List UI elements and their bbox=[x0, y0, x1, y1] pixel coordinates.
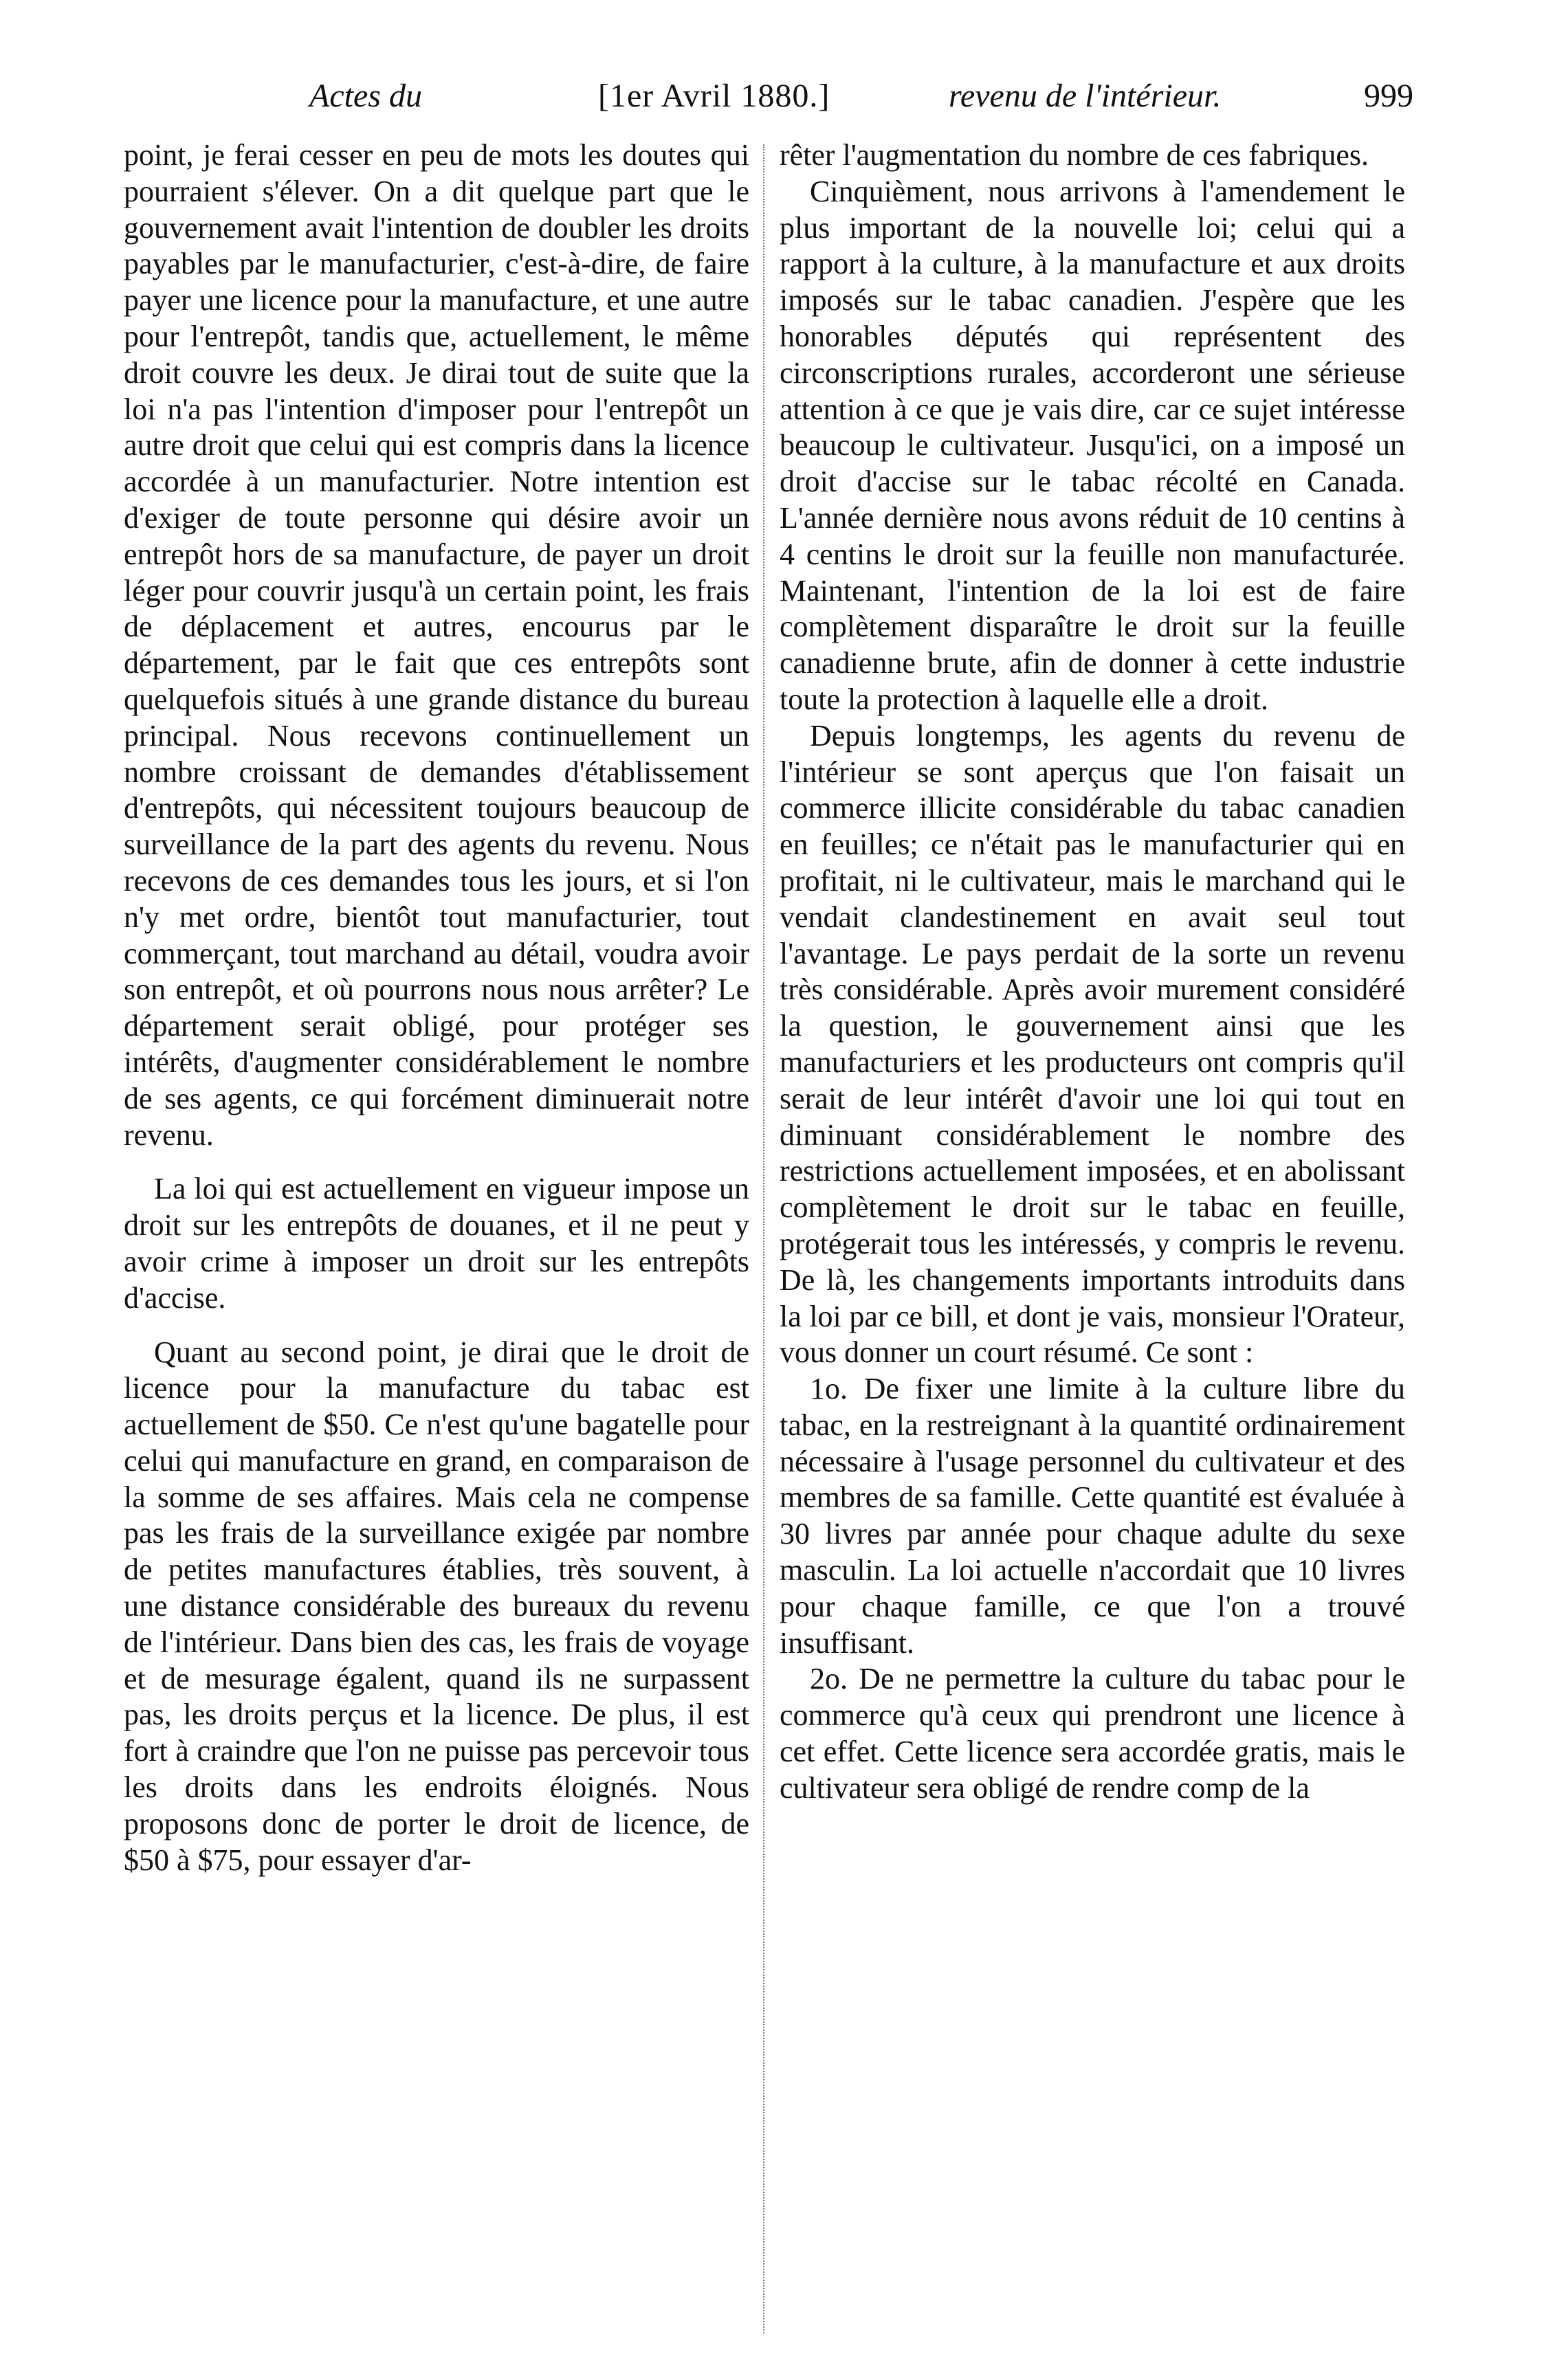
right-column bbox=[780, 137, 1405, 1807]
paragraph: point, je ferai cesser en peu de mots les doutes qui pourraient s'élever. On a dit quelque part que le gouvernement avait l'intention de doubler les droits payables par le manufacturier, c'est-à-dire, de faire payer une licence pour la manufacture, et une autre pour l'entrepôt, tandis que, actuellement, le même droit couvre les deux. Je dirai tout de suite que la loi n'a pas l'intention d'imposer pour l'entrepôt un autre droit que celui qui est compris dans la licence accordée à un manufacturier. Notre intention est d'exiger de toute personne qui désire avoir un entrepôt hors de sa manufacture, de payer un droit léger pour couvrir jusqu'à un certain point, les frais de déplacement et autres, encourus par le département, par le fait que ces entrepôts sont quelquefois situés à une grande distance du bureau principal. Nous recevons continuellement un nombre croissant de demandes d'établissement d'entrepôts, qui nécessitent toujours beaucoup de surveillance de la part des agents du revenu. Nous recevons de ces demandes tous les jours, et si l'on n'y met ordre, bientôt tout manufacturier, tout commerçant, tout marchand au détail, voudra avoir son entrepôt, et où pourrons nous nous arrêter? Le département serait obligé, pour protéger ses intérêts, d'augmenter considérablement le nombre de ses agents, ce qui forcément diminuerait notre revenu. bbox=[124, 138, 749, 1152]
running-header bbox=[110, 69, 1413, 124]
page-number: 999 bbox=[1364, 78, 1413, 114]
paragraph: 1o. De fixer une limite à la culture libre du tabac, en la restreignant à la quantité ordinairement nécessaire à l'usage personnel du cultivateur et des membres de sa famille. Cette quantité est évaluée à 30 livres par année pour chaque adulte du sexe masculin. La loi actuelle n'accordait que 10 livres pour chaque famille, ce que l'on a trouvé insuffisant. bbox=[780, 1372, 1405, 1660]
header-right-title: revenu de l'intérieur. bbox=[949, 78, 1222, 114]
header-date: [1er Avril 1880.] bbox=[598, 78, 830, 114]
left-column bbox=[124, 137, 749, 1878]
column-divider bbox=[763, 144, 764, 2333]
paragraph: rêter l'augmentation du nombre de ces fabriques. bbox=[780, 138, 1369, 172]
paragraph: Depuis longtemps, les agents du revenu de l'intérieur se sont aperçus que l'on faisait un commerce illicite considérable du tabac canadien en feuilles; ce n'était pas le manufacturier qui en profitait, ni le cultivateur, mais le marchand qui le vendait clandestinement en avait seul tout l'avantage. Le pays perdait de la sorte un revenu très considérable. Après avoir murement considéré la question, le gouvernement ainsi que les manufacturiers et les producteurs ont compris qu'il serait de leur intérêt d'avoir une loi qui tout en diminuant considérablement le nombre des restrictions actuellement imposées, et en abolissant complètement le droit sur le tabac en feuille, protégerait tous les intéressés, y compris le revenu. De là, les changements importants introduits dans la loi par ce bill, et dont je vais, monsieur l'Orateur, vous donner un court résumé. Ce sont : bbox=[780, 718, 1405, 1370]
paragraph: La loi qui est actuellement en vigueur impose un droit sur les entrepôts de douanes, et il ne peut y avoir crime à imposer un droit sur les entrepôts d'accise. bbox=[124, 1172, 749, 1315]
header-left-title: Actes du bbox=[309, 78, 422, 114]
paragraph: Quant au second point, je dirai que le droit de licence pour la manufacture du tabac est actuellement de $50. Ce n'est qu'une bagatelle pour celui qui manufacture en grand, en comparaison de la somme de ses affaires. Mais cela ne compense pas les frais de la surveillance exigée par nombre de petites manufactures établies, très souvent, à une distance considérable des bureaux du revenu de l'intérieur. Dans bien des cas, les frais de voyage et de mesurage égalent, quand ils ne surpassent pas, les droits perçus et la licence. De plus, il est fort à craindre que l'on ne puisse pas percevoir tous les droits dans les endroits éloignés. Nous proposons donc de porter le droit de licence, de $50 à $75, pour essayer d'ar- bbox=[124, 1335, 749, 1877]
paragraph: Cinquièment, nous arrivons à l'amendement le plus important de la nouvelle loi; celui qui a rapport à la culture, à la manufacture et aux droits imposés sur le tabac canadien. J'espère que les honorables députés qui représentent des circonscriptions rurales, accorderont une sérieuse attention à ce que je vais dire, car ce sujet intéresse beaucoup le cultivateur. Jusqu'ici, on a imposé un droit d'accise sur le tabac récolté en Canada. L'année dernière nous avons réduit de 10 centins à 4 centins le droit sur la feuille non manufacturée. Maintenant, l'intention de la loi est de faire complètement disparaître le droit sur la feuille canadienne brute, afin de donner à cette industrie toute la protection à laquelle elle a droit. bbox=[780, 174, 1405, 716]
paragraph: 2o. De ne permettre la culture du tabac pour le commerce qu'à ceux qui prendront une licence à cet effet. Cette licence sera accordée gratis, mais le cultivateur sera obligé de rendre comp de la bbox=[780, 1662, 1405, 1805]
